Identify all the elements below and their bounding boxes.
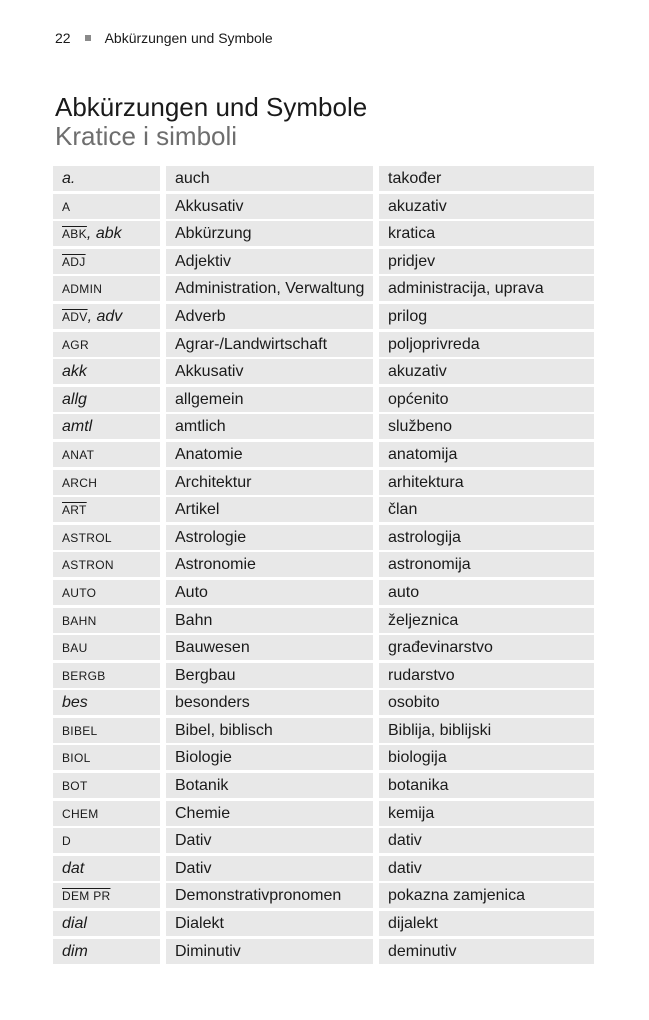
table-row: [53, 801, 595, 826]
german-term-cell: auch: [166, 166, 373, 191]
abbreviation: ARCH: [62, 475, 98, 490]
abbreviation: BAU: [62, 641, 88, 656]
abbreviation: bes: [62, 694, 88, 712]
abbreviation-cell: [53, 414, 160, 439]
abbreviation: dat: [62, 859, 85, 877]
croatian-term-cell: dativ: [379, 856, 594, 881]
abbreviation: BOT: [62, 779, 88, 794]
table-row: [53, 608, 595, 633]
abbreviation: amtl: [62, 418, 93, 436]
german-term-cell: Bergbau: [166, 663, 373, 688]
abbreviation: akk: [62, 363, 87, 381]
abbreviation: dim: [62, 942, 88, 960]
abbreviation: $\overline{ADJ}$: [62, 254, 86, 269]
abbreviation-cell: [53, 801, 160, 826]
croatian-term-cell: građevinarstvo: [379, 635, 594, 660]
german-term-cell: Akkusativ: [166, 194, 373, 219]
croatian-term-cell: astronomija: [379, 552, 594, 577]
croatian-term-cell: prilog: [379, 304, 594, 329]
table-row: [53, 883, 595, 908]
abbreviation: DEM PR: [62, 889, 111, 904]
croatian-term-cell: administracija, uprava: [379, 276, 594, 301]
table-row: [53, 635, 595, 660]
german-term-cell: allgemein: [166, 387, 373, 412]
table-row: [53, 470, 595, 495]
german-term-cell: Dativ: [166, 828, 373, 853]
table-row: [53, 525, 595, 550]
german-term-cell: Demonstrativpronomen: [166, 883, 373, 908]
german-term-cell: Bahn: [166, 608, 373, 633]
croatian-term-cell: željeznica: [379, 608, 594, 633]
croatian-term-cell: dijalekt: [379, 911, 594, 936]
croatian-term-cell: pridjev: [379, 249, 594, 274]
german-term-cell: Adverb: [166, 304, 373, 329]
abbreviation-cell: [53, 690, 160, 715]
german-term-cell: Dialekt: [166, 911, 373, 936]
abbreviation-cell: [53, 745, 160, 770]
german-term-cell: Administration, Verwaltung: [166, 276, 373, 301]
table-row: [53, 580, 595, 605]
abbreviation: BAHN: [62, 613, 97, 628]
croatian-term-cell: biologija: [379, 745, 594, 770]
page-number: 22: [55, 30, 71, 46]
german-term-cell: Chemie: [166, 801, 373, 826]
abbreviation: ASTRON: [62, 558, 114, 573]
croatian-term-cell: član: [379, 497, 594, 522]
croatian-term-cell: anatomija: [379, 442, 594, 467]
table-row: [53, 414, 595, 439]
german-term-cell: amtlich: [166, 414, 373, 439]
table-row: [53, 194, 595, 219]
german-term-cell: Artikel: [166, 497, 373, 522]
croatian-term-cell: rudarstvo: [379, 663, 594, 688]
abbreviation-cell: [53, 663, 160, 688]
table-row: [53, 497, 595, 522]
croatian-term-cell: deminutiv: [379, 939, 594, 964]
abbreviation: BERGB: [62, 668, 106, 683]
croatian-term-cell: astrologija: [379, 525, 594, 550]
abbreviation: a.: [62, 170, 76, 187]
table-row: [53, 690, 595, 715]
table-row: [53, 276, 595, 301]
croatian-term-cell: službeno: [379, 414, 594, 439]
abbreviation: D: [62, 834, 71, 849]
abbreviation: A: [62, 199, 71, 214]
table-row: [53, 332, 595, 357]
abbreviation-cell: [53, 332, 160, 357]
abbreviation: ANAT: [62, 447, 95, 462]
abbreviation-cell: [53, 525, 160, 550]
croatian-term-cell: akuzativ: [379, 359, 594, 384]
abbreviation: allg: [62, 390, 87, 408]
table-row: [53, 166, 595, 191]
croatian-term-cell: auto: [379, 580, 594, 605]
abbreviation-cell: [53, 856, 160, 881]
german-term-cell: Astronomie: [166, 552, 373, 577]
abbreviation-cell: [53, 359, 160, 384]
square-bullet-icon: [85, 35, 91, 41]
abbreviation-variant: , adv: [87, 307, 123, 325]
german-term-cell: besonders: [166, 690, 373, 715]
croatian-term-cell: akuzativ: [379, 194, 594, 219]
croatian-term-cell: pokazna zamjenica: [379, 883, 594, 908]
table-row: [53, 552, 595, 577]
abbreviation-table: [53, 166, 595, 966]
abbreviation: ASTROL: [62, 530, 112, 545]
abbreviation-cell: [53, 470, 160, 495]
croatian-term-cell: općenito: [379, 387, 594, 412]
croatian-term-cell: Biblija, biblijski: [379, 718, 594, 743]
german-term-cell: Auto: [166, 580, 373, 605]
croatian-term-cell: poljoprivreda: [379, 332, 594, 357]
abbreviation-cell: [53, 635, 160, 660]
abbreviation: dial: [62, 915, 87, 933]
abbreviation: CHEM: [62, 806, 99, 821]
german-term-cell: Abkürzung: [166, 221, 373, 246]
abbreviation-variant: , abk: [86, 225, 122, 243]
german-term-cell: Adjektiv: [166, 249, 373, 274]
abbreviation: BIOL: [62, 751, 91, 766]
croatian-term-cell: dativ: [379, 828, 594, 853]
croatian-term-cell: kemija: [379, 801, 594, 826]
table-row: [53, 442, 595, 467]
table-row: [53, 745, 595, 770]
abbreviation: $\overline{ADV}$: [62, 309, 88, 324]
table-row: [53, 773, 595, 798]
table-row: [53, 359, 595, 384]
abbreviation-cell: [53, 249, 160, 274]
abbreviation: $\overline{ABK}$: [62, 227, 87, 242]
abbreviation-cell: [53, 773, 160, 798]
abbreviation-cell: [53, 194, 160, 219]
german-term-cell: Bauwesen: [166, 635, 373, 660]
abbreviation-cell: [53, 552, 160, 577]
german-term-cell: Diminutiv: [166, 939, 373, 964]
german-term-cell: Botanik: [166, 773, 373, 798]
table-row: [53, 304, 595, 329]
table-row: [53, 387, 595, 412]
table-row: [53, 221, 595, 246]
abbreviation: ADMIN: [62, 282, 103, 297]
page-title-croatian: Kratice i simboli: [55, 121, 238, 151]
german-term-cell: Akkusativ: [166, 359, 373, 384]
abbreviation-cell: [53, 276, 160, 301]
table-row: [53, 939, 595, 964]
abbreviation-cell: [53, 221, 160, 246]
german-term-cell: Agrar-/Landwirtschaft: [166, 332, 373, 357]
abbreviation: AGR: [62, 337, 89, 352]
abbreviation-cell: [53, 304, 160, 329]
table-row: [53, 856, 595, 881]
croatian-term-cell: osobito: [379, 690, 594, 715]
abbreviation-cell: [53, 580, 160, 605]
abbreviation-cell: [53, 939, 160, 964]
croatian-term-cell: također: [379, 166, 594, 191]
abbreviation-cell: [53, 828, 160, 853]
table-row: [53, 911, 595, 936]
page-title-german: Abkürzungen und Symbole: [55, 92, 368, 122]
german-term-cell: Bibel, biblisch: [166, 718, 373, 743]
german-term-cell: Astrologie: [166, 525, 373, 550]
table-row: [53, 249, 595, 274]
croatian-term-cell: botanika: [379, 773, 594, 798]
table-row: [53, 828, 595, 853]
abbreviation-cell: [53, 718, 160, 743]
german-term-cell: Anatomie: [166, 442, 373, 467]
abbreviation-cell: [53, 608, 160, 633]
running-title: Abkürzungen und Symbole: [104, 30, 273, 46]
german-term-cell: Biologie: [166, 745, 373, 770]
table-row: [53, 663, 595, 688]
table-row: [53, 718, 595, 743]
running-head: [55, 30, 273, 46]
abbreviation: BIBEL: [62, 723, 98, 738]
abbreviation-cell: [53, 442, 160, 467]
german-term-cell: Architektur: [166, 470, 373, 495]
abbreviation: $\overline{ART}$: [62, 503, 87, 518]
croatian-term-cell: kratica: [379, 221, 594, 246]
abbreviation-cell: [53, 387, 160, 412]
german-term-cell: Dativ: [166, 856, 373, 881]
abbreviation-cell: [53, 497, 160, 522]
abbreviation: AUTO: [62, 585, 97, 600]
abbreviation-cell: [53, 883, 160, 908]
abbreviation-cell: [53, 166, 160, 191]
croatian-term-cell: arhitektura: [379, 470, 594, 495]
abbreviation-cell: [53, 911, 160, 936]
